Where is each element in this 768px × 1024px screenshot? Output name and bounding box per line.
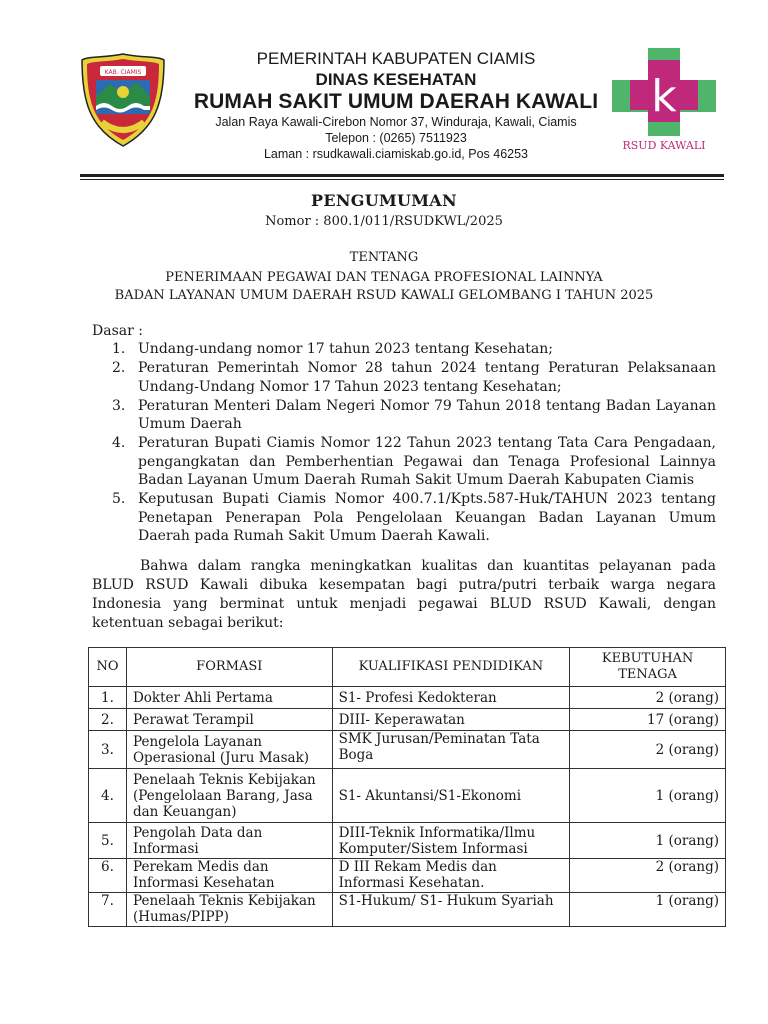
cell-formasi: Penelaah Teknis Kebijakan (Pengelolaan Barang, Jasa dan Keuangan) bbox=[126, 769, 332, 823]
hospital-address: Jalan Raya Kawali-Cirebon Nomor 37, Winduraja, Kawali, Ciamis bbox=[215, 115, 577, 129]
list-item bbox=[92, 490, 716, 546]
cell-formasi: Penelaah Teknis Kebijakan (Humas/PIPP) bbox=[126, 893, 332, 927]
header-formasi: FORMASI bbox=[126, 648, 332, 687]
header-kebutuhan: KEBUTUHAN TENAGA bbox=[570, 648, 726, 687]
list-item-text: Undang-undang nomor 17 tahun 2023 tentang Kesehatan; bbox=[138, 341, 553, 357]
regency-name: PEMERINTAH KABUPATEN CIAMIS bbox=[256, 49, 536, 68]
cell-kualifikasi: SMK Jurusan/Peminatan Tata Boga bbox=[332, 731, 570, 769]
cell-kualifikasi: S1- Profesi Kedokteran bbox=[332, 687, 570, 709]
cell-kualifikasi: S1- Akuntansi/S1-Ekonomi bbox=[332, 769, 570, 823]
list-item-number: 4. bbox=[112, 435, 126, 451]
table-row bbox=[89, 731, 726, 769]
table-row bbox=[89, 823, 726, 859]
list-item-text: Peraturan Pemerintah Nomor 28 tahun 2024 tentang Peraturan Pelaksanaan Undang-Undang Nomor 17 Tahun 2023 tentang Kesehatan; bbox=[138, 360, 716, 395]
cell-formasi: Pengelola Layanan Operasional (Juru Masak) bbox=[126, 731, 332, 769]
cell-no: 4. bbox=[89, 769, 127, 823]
cell-kualifikasi: S1-Hukum/ S1- Hukum Syariah bbox=[332, 893, 570, 927]
table-row bbox=[89, 893, 726, 927]
ciamis-regency-emblem bbox=[80, 52, 166, 148]
list-item bbox=[92, 397, 716, 434]
list-item bbox=[92, 434, 716, 490]
list-item bbox=[92, 359, 716, 396]
announcement-tentang: TENTANG bbox=[349, 250, 419, 265]
table-row bbox=[89, 709, 726, 731]
cell-kebutuhan: 2 (orang) bbox=[570, 859, 726, 893]
announcement-title: PENGUMUMAN bbox=[311, 191, 457, 210]
header-no: NO bbox=[89, 648, 127, 687]
cell-formasi: Perawat Terampil bbox=[126, 709, 332, 731]
cell-kualifikasi: DIII-Teknik Informatika/Ilmu Komputer/Sistem Informasi bbox=[332, 823, 570, 859]
dasar-list bbox=[92, 340, 716, 546]
list-item-text: Keputusan Bupati Ciamis Nomor 400.7.1/Kpts.587-Huk/TAHUN 2023 tentang Penetapan Penerapan Pola Pengelolaan Keuangan Badan Layanan Umum Daerah pada Rumah Sakit Umum Daerah Kawali. bbox=[138, 491, 716, 544]
table-row bbox=[89, 687, 726, 709]
letterhead-rule-thin bbox=[80, 179, 724, 180]
list-item-number: 2. bbox=[112, 360, 126, 376]
letterhead-text bbox=[180, 48, 612, 162]
formasi-table bbox=[88, 647, 726, 927]
hospital-name: RUMAH SAKIT UMUM DAERAH KAWALI bbox=[193, 90, 599, 113]
cell-kebutuhan: 1 (orang) bbox=[570, 893, 726, 927]
cell-no: 6. bbox=[89, 859, 127, 893]
cell-no: 7. bbox=[89, 893, 127, 927]
header-kualifikasi: KUALIFIKASI PENDIDIKAN bbox=[332, 648, 570, 687]
cell-kebutuhan: 17 (orang) bbox=[570, 709, 726, 731]
list-item-number: 3. bbox=[112, 397, 126, 414]
announcement-number: Nomor : 800.1/011/RSUDKWL/2025 bbox=[265, 214, 503, 229]
logo-letter: k bbox=[651, 71, 677, 122]
intro-paragraph: Bahwa dalam rangka meningkatkan kualitas dan kuantitas pelayanan pada BLUD RSUD Kawali dibuka kesempatan bagi putra/putri terbaik warga negara Indonesia yang berminat untuk menjadi pegawai BLUD RSUD Kawali, dengan ketentuan sebagai berikut: bbox=[92, 558, 716, 631]
cell-kebutuhan: 1 (orang) bbox=[570, 769, 726, 823]
cell-kebutuhan: 2 (orang) bbox=[570, 687, 726, 709]
list-item-text: Peraturan Menteri Dalam Negeri Nomor 79 Tahun 2018 tentang Badan Layanan Umum Daerah bbox=[138, 397, 716, 432]
cell-kebutuhan: 2 (orang) bbox=[570, 731, 726, 769]
list-item-text: Peraturan Bupati Ciamis Nomor 122 Tahun 2023 tentang Tata Cara Pengadaan, pengangkatan dan Pemberhentian Pegawai dan Tenaga Profesional Lainnya Badan Layanan Umum Daerah Rumah Sakit Umum Daerah Kabupaten Ciamis bbox=[138, 435, 716, 488]
emblem-top-text: KAB. CIAMIS bbox=[104, 69, 142, 76]
list-item-number: 5. bbox=[112, 491, 126, 507]
letterhead-rule-thick bbox=[80, 174, 724, 177]
agency-name: DINAS KESEHATAN bbox=[315, 70, 477, 89]
list-item-number: 1. bbox=[112, 341, 126, 357]
cell-kualifikasi: DIII- Keperawatan bbox=[332, 709, 570, 731]
table-header-row bbox=[89, 648, 726, 687]
cell-formasi: Perekam Medis dan Informasi Kesehatan bbox=[126, 859, 332, 893]
cell-no: 2. bbox=[89, 709, 127, 731]
cell-no: 1. bbox=[89, 687, 127, 709]
hospital-website: Laman : rsudkawali.ciamiskab.go.id, Pos 46253 bbox=[263, 147, 529, 161]
cell-formasi: Pengolah Data dan Informasi bbox=[126, 823, 332, 859]
cell-kebutuhan: 1 (orang) bbox=[570, 823, 726, 859]
letterhead bbox=[0, 0, 768, 180]
cell-no: 5. bbox=[89, 823, 127, 859]
announcement-subject-line2: BADAN LAYANAN UMUM DAERAH RSUD KAWALI GELOMBANG I TAHUN 2025 bbox=[114, 288, 654, 303]
cell-kualifikasi: D III Rekam Medis dan Informasi Kesehatan. bbox=[332, 859, 570, 893]
table-row bbox=[89, 859, 726, 893]
dasar-label: Dasar : bbox=[92, 323, 143, 339]
cell-formasi: Dokter Ahli Pertama bbox=[126, 687, 332, 709]
list-item bbox=[92, 340, 716, 359]
rsud-kawali-logo-text: RSUD KAWALI bbox=[622, 139, 706, 152]
hospital-phone: Telepon : (0265) 7511923 bbox=[325, 131, 467, 145]
cell-no: 3. bbox=[89, 731, 127, 769]
table-row bbox=[89, 769, 726, 823]
announcement-subject-line1: PENERIMAAN PEGAWAI DAN TENAGA PROFESIONAL LAINNYA bbox=[165, 270, 603, 285]
